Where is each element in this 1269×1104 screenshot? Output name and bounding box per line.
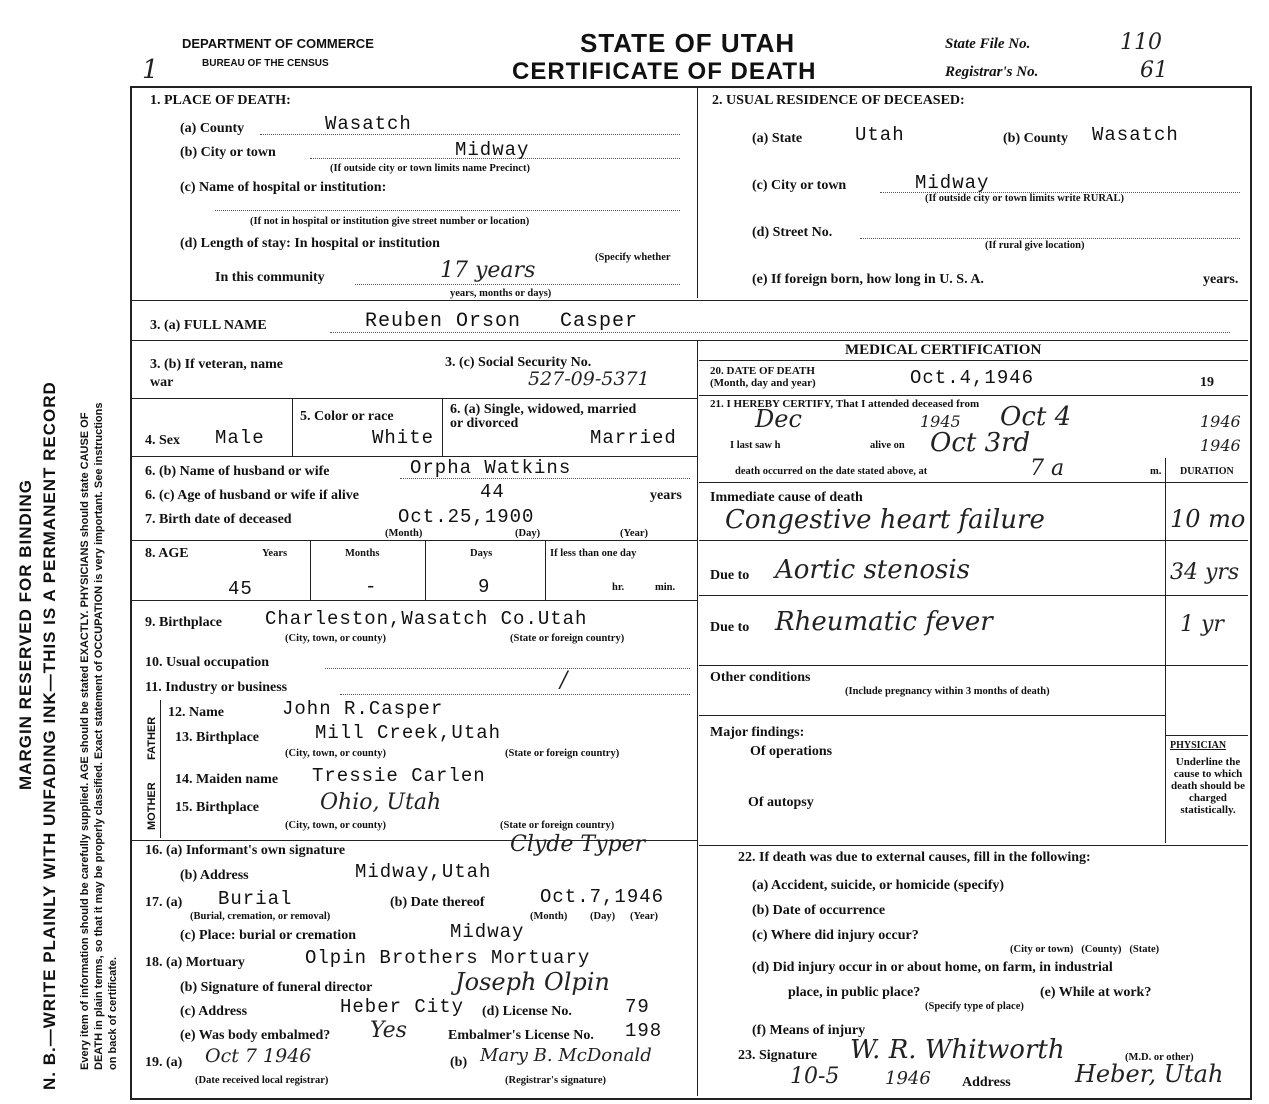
burial-month-note: (Month) xyxy=(530,911,568,922)
sex-label: 4. Sex xyxy=(145,433,180,448)
certify-label: 21. I HEREBY CERTIFY, That I attended deceased from xyxy=(710,398,980,410)
res-state-label: (a) State xyxy=(752,131,803,146)
dod-value: Oct.4,1946 xyxy=(910,367,1035,389)
immediate-cause-value: Congestive heart failure xyxy=(725,505,1045,535)
margin-binding-notice xyxy=(16,479,36,790)
margin-instruction-line: DEATH in plain terms, so that it may be properly classified. Exact statement of OCCUPATION is very important. See instructions xyxy=(93,402,105,1070)
age-months-value: - xyxy=(365,576,378,598)
mortuary-address-value: Heber City xyxy=(340,996,465,1018)
signature-year: 1946 xyxy=(885,1068,931,1089)
registrar-number: 61 xyxy=(1140,58,1168,83)
other-conditions-label: Other conditions xyxy=(710,670,811,685)
color-value: White xyxy=(372,427,435,449)
alive-on-label: alive on xyxy=(870,440,905,451)
attended-to: Oct 4 xyxy=(1000,402,1072,432)
day-note: (Day) xyxy=(515,528,541,539)
embalmed-label: (e) Was body embalmed? xyxy=(180,1028,331,1043)
margin-ink-notice: N. B.—WRITE PLAINLY WITH UNFADING INK—THIS IS A PERMANENT RECORD xyxy=(40,381,59,1090)
marital-label: 6. (a) Single, widowed, married or divorced xyxy=(450,402,637,431)
physician-note: Underline the cause to which death should be charged statistically. xyxy=(1171,756,1245,816)
hospital-note: (If not in hospital or institution give street number or location) xyxy=(250,216,530,227)
duration-divider xyxy=(1165,458,1166,843)
spouse-years-label: years xyxy=(650,488,682,503)
license-value: 79 xyxy=(625,996,650,1018)
divider xyxy=(132,340,1248,341)
state-title: STATE OF UTAH xyxy=(580,28,796,58)
age-label: 8. AGE xyxy=(145,546,189,561)
margin-instructions xyxy=(78,403,120,1071)
due-to-2-label: Due to xyxy=(710,620,750,635)
mother-maiden-label: 14. Maiden name xyxy=(175,772,279,787)
foreign-born-label: (e) If foreign born, how long in U. S. A. xyxy=(752,272,984,287)
res-city-label: (c) City or town xyxy=(752,178,847,193)
state-file-number: 110 xyxy=(1120,30,1162,55)
birthplace-note-state: (State or foreign country) xyxy=(510,633,625,644)
received-date-value: Oct 7 1946 xyxy=(205,1045,312,1067)
state-file-label: State File No. xyxy=(945,36,1031,52)
spouse-age-label: 6. (c) Age of husband or wife if alive xyxy=(145,488,360,503)
father-bp-note-state: (State or foreign country) xyxy=(505,748,620,759)
informant-label: 16. (a) Informant's own signature xyxy=(145,843,346,858)
age-months-header: Months xyxy=(345,548,380,559)
birth-date-value: Oct.25,1900 xyxy=(398,506,535,528)
res-county-value: Wasatch xyxy=(1092,124,1179,146)
margin-instruction-line: on back of certificate. xyxy=(107,956,119,1070)
ss-value: 527-09-5371 xyxy=(528,368,650,390)
attended-to-year: 1946 xyxy=(1200,412,1241,431)
mother-side-label: MOTHER xyxy=(146,782,158,830)
father-birthplace-value: Mill Creek,Utah xyxy=(315,722,502,744)
full-name-value: Reuben Orson Casper xyxy=(365,310,639,333)
mother-bp-note-state: (State or foreign country) xyxy=(500,820,615,831)
attended-from-year: 1945 xyxy=(920,412,961,431)
director-signature: Joseph Olpin xyxy=(455,968,610,996)
license-label: (d) License No. xyxy=(482,1004,572,1019)
specify-note: (Specify whether xyxy=(595,252,671,263)
divider xyxy=(1165,735,1248,736)
veteran-label: 3. (b) If veteran, name war xyxy=(150,357,283,390)
father-side-label: FATHER xyxy=(146,716,158,760)
age-years-header: Years xyxy=(262,548,288,559)
birth-date-label: 7. Birth date of deceased xyxy=(145,512,292,527)
signature-date: 10-5 xyxy=(790,1064,840,1089)
res-state-value: Utah xyxy=(855,124,905,146)
burial-day-note: (Day) xyxy=(590,911,616,922)
res-county-label: (b) County xyxy=(1003,131,1068,146)
other-conditions-note: (Include pregnancy within 3 months of death) xyxy=(845,686,1050,697)
director-label: (b) Signature of funeral director xyxy=(180,980,373,995)
spouse-label: 6. (b) Name of husband or wife xyxy=(145,464,330,479)
birthplace-value: Charleston,Wasatch Co.Utah xyxy=(265,608,588,630)
full-name-label: 3. (a) FULL NAME xyxy=(150,318,267,333)
last-saw-year: 1946 xyxy=(1200,436,1241,455)
margin-binding-text: MARGIN RESERVED FOR BINDING xyxy=(16,479,35,790)
age-less-than-day: If less than one day xyxy=(550,548,637,559)
registrar-number-label: Registrar's No. xyxy=(945,64,1039,80)
death-city-value: Midway xyxy=(455,139,530,161)
where-note: (City or town) (County) (State) xyxy=(1010,944,1160,955)
mother-birthplace-label: 15. Birthplace xyxy=(175,800,259,815)
embalmer-license-label: Embalmer's License No. xyxy=(448,1028,594,1043)
ss-label: 3. (c) Social Security No. xyxy=(445,355,592,370)
industry-value: / xyxy=(560,668,568,693)
registrar-sig-label: (b) xyxy=(450,1055,468,1070)
mortuary-label: 18. (a) Mortuary xyxy=(145,955,245,970)
corner-mark: 1 xyxy=(142,55,159,85)
due-to-1-label: Due to xyxy=(710,568,750,583)
due-to-2-duration: 1 yr xyxy=(1180,612,1224,637)
hospital-label: (c) Name of hospital or institution: xyxy=(180,180,387,195)
birthplace-note-city: (City, town, or county) xyxy=(285,633,387,644)
public-label: place, in public place? xyxy=(788,985,921,1000)
embalmer-license-value: 198 xyxy=(625,1020,663,1042)
age-years-value: 45 xyxy=(228,578,253,600)
spouse-age-value: 44 xyxy=(480,481,505,503)
immediate-duration: 10 mo xyxy=(1170,505,1246,533)
column-divider xyxy=(697,88,698,298)
department-label: DEPARTMENT OF COMMERCE xyxy=(182,36,374,51)
age-days-header: Days xyxy=(470,548,493,559)
father-name-value: John R.Casper xyxy=(282,698,444,720)
county-label: (a) County xyxy=(180,121,245,136)
informant-address-label: (b) Address xyxy=(180,868,249,883)
community-label: In this community xyxy=(215,270,325,285)
year-note: (Year) xyxy=(620,528,648,539)
last-saw-value: Oct 3rd xyxy=(930,428,1031,458)
age-days-value: 9 xyxy=(478,576,491,598)
mother-maiden-value: Tressie Carlen xyxy=(312,765,486,787)
divider xyxy=(132,540,697,541)
means-label: (f) Means of injury xyxy=(752,1023,866,1038)
residence-heading: 2. USUAL RESIDENCE OF DECEASED: xyxy=(712,93,965,108)
divider xyxy=(699,845,1248,846)
father-birthplace-label: 13. Birthplace xyxy=(175,730,259,745)
burial-label: 17. (a) xyxy=(145,895,183,910)
mother-birthplace-value: Ohio, Utah xyxy=(320,790,442,815)
dod-label: 20. DATE OF DEATH (Month, day and year) xyxy=(710,365,816,389)
external-causes-label: 22. If death was due to external causes, fill in the following: xyxy=(738,850,1091,865)
stay-label: (d) Length of stay: In hospital or institution xyxy=(180,236,440,251)
age-hr-label: hr. xyxy=(612,582,625,593)
margin-notice-main xyxy=(40,381,60,1090)
res-street-label: (d) Street No. xyxy=(752,225,833,240)
major-findings-label: Major findings: xyxy=(710,725,805,740)
month-note: (Month) xyxy=(385,528,423,539)
immediate-cause-label: Immediate cause of death xyxy=(710,490,863,505)
burial-value: Burial xyxy=(218,888,293,910)
death-time-m: m. xyxy=(1150,466,1162,477)
physician-header: PHYSICIAN xyxy=(1170,740,1227,751)
community-value: 17 years xyxy=(440,258,536,283)
res-city-value: Midway xyxy=(915,172,990,194)
home-label: (d) Did injury occur in or about home, on farm, in industrial xyxy=(752,960,1113,975)
place-of-death-heading: 1. PLACE OF DEATH: xyxy=(150,93,291,108)
sex-value: Male xyxy=(215,427,265,449)
foreign-years-label: years. xyxy=(1203,272,1239,287)
informant-signature: Clyde Typer xyxy=(510,832,646,857)
signature-label: 23. Signature xyxy=(738,1048,818,1063)
divider xyxy=(132,398,697,399)
autopsy-label: Of autopsy xyxy=(748,795,814,810)
column-divider xyxy=(697,340,698,1096)
mortuary-value: Olpin Brothers Mortuary xyxy=(305,947,591,969)
due-to-1-duration: 34 yrs xyxy=(1170,560,1240,585)
signature-address: Heber, Utah xyxy=(1075,1060,1224,1088)
death-occurred-label: death occurred on the date stated above, at xyxy=(735,466,928,477)
accident-label: (a) Accident, suicide, or homicide (specify) xyxy=(752,878,1005,893)
father-bp-note-city: (City, town, or county) xyxy=(285,748,387,759)
marital-value: Married xyxy=(590,427,677,449)
divider xyxy=(132,600,697,601)
burial-date-label: (b) Date thereof xyxy=(390,895,485,910)
burial-place-label: (c) Place: burial or cremation xyxy=(180,928,356,943)
mortuary-address-label: (c) Address xyxy=(180,1004,248,1019)
occurrence-label: (b) Date of occurrence xyxy=(752,903,886,918)
received-note: (Date received local registrar) xyxy=(195,1075,329,1086)
city-label: (b) City or town xyxy=(180,145,276,160)
attended-from: Dec xyxy=(755,405,802,433)
city-note: (If outside city or town limits name Precinct) xyxy=(330,163,530,174)
physician-signature: W. R. Whitworth xyxy=(850,1035,1065,1065)
due-to-2-value: Rheumatic fever xyxy=(775,607,993,637)
bureau-label: BUREAU OF THE CENSUS xyxy=(202,58,329,69)
divider xyxy=(132,300,1248,301)
death-time: 7 a xyxy=(1030,456,1065,481)
mother-bp-note-city: (City, town, or county) xyxy=(285,820,387,831)
embalmed-value: Yes xyxy=(370,1018,407,1043)
burial-place-value: Midway xyxy=(450,921,525,943)
dod-19: 19 xyxy=(1200,375,1214,390)
industry-label: 11. Industry or business xyxy=(145,680,288,695)
burial-date-value: Oct.7,1946 xyxy=(540,886,665,908)
birthplace-label: 9. Birthplace xyxy=(145,615,222,630)
received-label: 19. (a) xyxy=(145,1055,183,1070)
community-note: years, months or days) xyxy=(450,288,552,299)
father-name-label: 12. Name xyxy=(168,705,224,720)
registrar-signature: Mary B. McDonald xyxy=(480,1045,652,1066)
registrar-note: (Registrar's signature) xyxy=(505,1075,606,1086)
operations-label: Of operations xyxy=(750,744,833,759)
medical-heading: MEDICAL CERTIFICATION xyxy=(845,342,1042,358)
color-label: 5. Color or race xyxy=(300,409,394,424)
spouse-value: Orpha Watkins xyxy=(410,457,572,479)
margin-instruction-line: Every item of information should be carefully supplied. AGE should be stated EXACTLY. PHYSICIANS should state CAUSE OF xyxy=(79,412,91,1070)
at-work-label: (e) While at work? xyxy=(1040,985,1152,1000)
res-city-note: (If outside city or town limits write RURAL) xyxy=(925,193,1124,204)
md-label: (M.D. or other) xyxy=(1125,1052,1194,1063)
informant-address-value: Midway,Utah xyxy=(355,861,492,883)
duration-header: DURATION xyxy=(1180,466,1234,477)
res-street-note: (If rural give location) xyxy=(985,240,1085,251)
burial-note: (Burial, cremation, or removal) xyxy=(190,911,331,922)
due-to-1-value: Aortic stenosis xyxy=(775,555,971,585)
signature-address-label: Address xyxy=(962,1075,1011,1090)
burial-year-note: (Year) xyxy=(630,911,658,922)
specify-type-note: (Specify type of place) xyxy=(925,1001,1024,1012)
where-label: (c) Where did injury occur? xyxy=(752,928,919,943)
certificate-title: CERTIFICATE OF DEATH xyxy=(512,58,817,85)
death-county-value: Wasatch xyxy=(325,113,412,135)
occupation-label: 10. Usual occupation xyxy=(145,655,270,670)
age-min-label: min. xyxy=(655,582,676,593)
last-saw-label: I last saw h xyxy=(730,440,781,451)
